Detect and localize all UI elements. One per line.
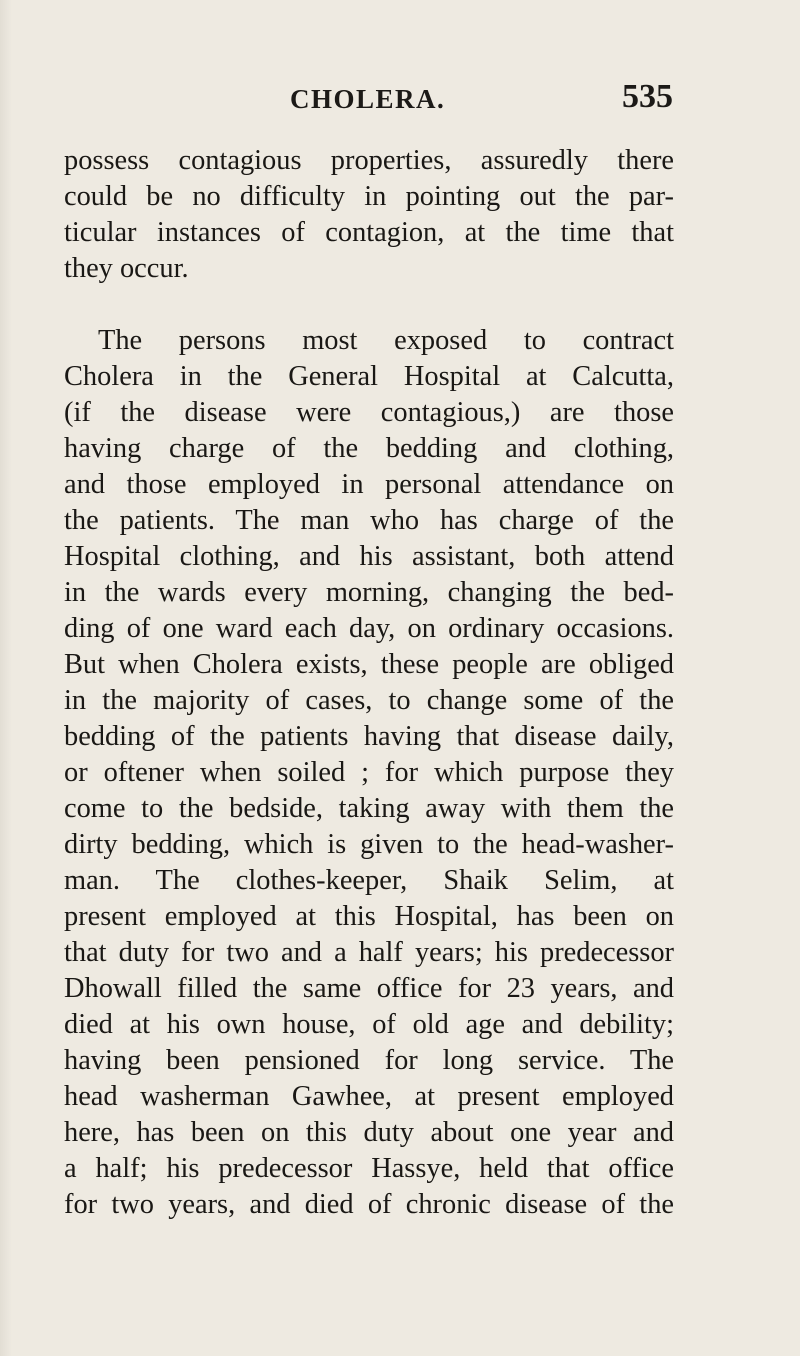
text-line: ding of one ward each day, on ordinary occasions. bbox=[64, 613, 674, 644]
text-line: possess contagious properties, assuredly there bbox=[64, 145, 674, 176]
text-line: present employed at this Hospital, has been on bbox=[64, 901, 674, 932]
text-line: and those employed in personal attendance on bbox=[64, 469, 674, 500]
text-line: here, has been on this duty about one year and bbox=[64, 1117, 674, 1148]
text-line: dirty bedding, which is given to the head-washer- bbox=[64, 829, 674, 860]
running-head: CHOLERA. bbox=[290, 84, 446, 114]
text-line: The persons most exposed to contract bbox=[98, 325, 674, 356]
paragraph bbox=[64, 143, 674, 287]
paragraph-gap bbox=[64, 287, 674, 323]
text-line: But when Cholera exists, these people are obliged bbox=[64, 649, 674, 680]
text-line: could be no difficulty in pointing out the par- bbox=[64, 181, 674, 212]
text-line: the patients. The man who has charge of the bbox=[64, 505, 674, 536]
text-line: Dhowall filled the same office for 23 years, and bbox=[64, 973, 674, 1004]
text-line: died at his own house, of old age and debility; bbox=[64, 1009, 674, 1040]
text-line: bedding of the patients having that disease daily, bbox=[64, 721, 674, 752]
text-line: having been pensioned for long service. The bbox=[64, 1045, 674, 1076]
gutter-shadow bbox=[0, 0, 12, 1356]
text-line: a half; his predecessor Hassye, held that office bbox=[64, 1153, 674, 1184]
text-line: Hospital clothing, and his assistant, both attend bbox=[64, 541, 674, 572]
text-line: (if the disease were contagious,) are those bbox=[64, 397, 674, 428]
paragraph bbox=[64, 323, 674, 1223]
text-line: for two years, and died of chronic disease of the bbox=[64, 1189, 674, 1220]
page-number: 535 bbox=[622, 78, 673, 115]
text-line: having charge of the bedding and clothing, bbox=[64, 433, 674, 464]
text-line: in the wards every morning, changing the bed- bbox=[64, 577, 674, 608]
text-line: Cholera in the General Hospital at Calcutta, bbox=[64, 361, 674, 392]
text-line: or oftener when soiled ; for which purpose they bbox=[64, 757, 674, 788]
text-line: come to the bedside, taking away with them the bbox=[64, 793, 674, 824]
text-line: they occur. bbox=[64, 253, 189, 284]
text-line: that duty for two and a half years; his predecessor bbox=[64, 937, 674, 968]
body-text bbox=[64, 143, 674, 1223]
page-header bbox=[0, 78, 800, 124]
text-line: man. The clothes-keeper, Shaik Selim, at bbox=[64, 865, 674, 896]
text-line: ticular instances of contagion, at the time that bbox=[64, 217, 674, 248]
text-line: in the majority of cases, to change some of the bbox=[64, 685, 674, 716]
text-line: head washerman Gawhee, at present employed bbox=[64, 1081, 674, 1112]
